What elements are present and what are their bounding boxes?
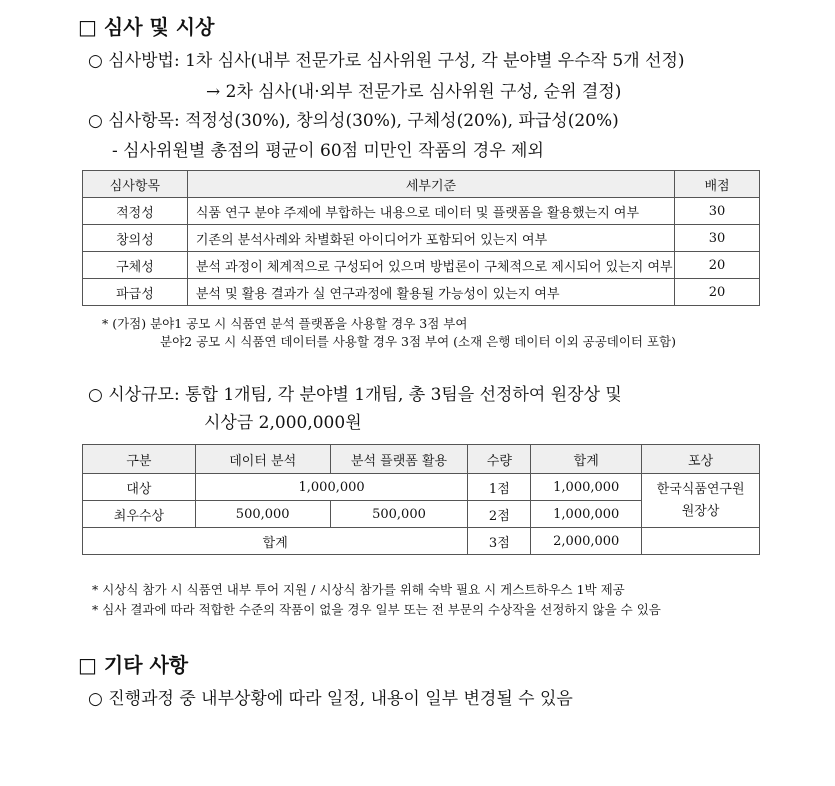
review-criteria-line	[88, 106, 619, 131]
circle-bullet-icon: ○	[88, 111, 103, 131]
header-details: 세부기준	[187, 171, 674, 198]
award-scale-text: 시상규모: 통합 1개팀, 각 분야별 1개팀, 총 3팀을 선정하여 원장상 및	[108, 385, 622, 405]
table-row	[83, 252, 760, 279]
award-total: 1,000,000	[531, 501, 642, 528]
criteria-table	[82, 170, 760, 306]
header-score: 배점	[675, 171, 760, 198]
exclusion-rule: - 심사위원별 총점의 평균이 60점 미만인 작품의 경우 제외	[112, 141, 544, 161]
circle-bullet-icon: ○	[88, 51, 103, 71]
no-winner-note: * 심사 결과에 따라 적합한 수준의 작품이 없을 경우 일부 또는 전 부문의 수상작을 선정하지 않을 수 있음	[92, 602, 661, 617]
section-title: 기타 사항	[103, 653, 189, 677]
award-platform-amount: 500,000	[330, 501, 468, 528]
criteria-score: 20	[675, 279, 760, 306]
header-category: 구분	[83, 445, 196, 474]
criteria-name: 구체성	[83, 252, 188, 279]
sum-label: 합계	[83, 528, 468, 555]
table-row	[83, 528, 760, 555]
criteria-score: 30	[675, 225, 760, 252]
section-heading-misc	[78, 649, 188, 678]
circle-bullet-icon: ○	[88, 385, 103, 405]
review-method-second-stage: → 2차 심사(내·외부 전문가로 심사위원 구성, 순위 결정)	[206, 82, 622, 102]
award-category: 대상	[83, 474, 196, 501]
header-platform-use: 분석 플랫폼 활용	[330, 445, 468, 474]
sum-total: 2,000,000	[531, 528, 642, 555]
award-prize-cell	[642, 474, 760, 528]
table-row	[83, 198, 760, 225]
award-total: 1,000,000	[531, 474, 642, 501]
award-prize-money: 시상금 2,000,000원	[204, 413, 362, 433]
ceremony-note: * 시상식 참가 시 식품연 내부 투어 지원 / 시상식 참가를 위해 숙박 필요 시 게스트하우스 1박 제공	[92, 582, 625, 597]
table-row	[83, 279, 760, 306]
header-quantity: 수량	[468, 445, 531, 474]
criteria-detail: 기존의 분석사례와 차별화된 아이디어가 포함되어 있는지 여부	[187, 225, 674, 252]
criteria-score: 30	[675, 198, 760, 225]
review-criteria-text: 심사항목: 적정성(30%), 창의성(30%), 구체성(20%), 파급성(20%)	[108, 111, 619, 131]
bonus-note-1: * (가점) 분야1 공모 시 식품연 분석 플랫폼을 사용할 경우 3점 부여	[102, 316, 468, 331]
prize-line-1: 한국식품연구원	[656, 481, 745, 497]
review-method-text: 심사방법: 1차 심사(내부 전문가로 심사위원 구성, 각 분야별 우수작 5개 선정)	[108, 51, 685, 71]
sum-prize-empty	[642, 528, 760, 555]
checkbox-square-icon: □	[78, 15, 97, 39]
table-header-row	[83, 171, 760, 198]
misc-text: 진행과정 중 내부상황에 따라 일정, 내용이 일부 변경될 수 있음	[108, 689, 573, 709]
checkbox-square-icon: □	[78, 653, 97, 677]
table-row	[83, 474, 760, 501]
award-amount: 1,000,000	[195, 474, 468, 501]
circle-bullet-icon: ○	[88, 689, 103, 709]
criteria-name: 파급성	[83, 279, 188, 306]
award-table	[82, 444, 760, 555]
criteria-detail: 식품 연구 분야 주제에 부합하는 내용으로 데이터 및 플랫폼을 활용했는지 여부	[187, 198, 674, 225]
prize-line-2: 원장상	[681, 503, 720, 519]
table-row	[83, 225, 760, 252]
award-scale-line	[88, 380, 622, 405]
bonus-note-2: 분야2 공모 시 식품연 데이터를 사용할 경우 3점 부여 (소재 은행 데이터 이외 공공데이터 포함)	[160, 334, 676, 349]
table-header-row	[83, 445, 760, 474]
header-total: 합계	[531, 445, 642, 474]
award-data-analysis-amount: 500,000	[195, 501, 330, 528]
criteria-detail: 분석 및 활용 결과가 실 연구과정에 활용될 가능성이 있는지 여부	[187, 279, 674, 306]
award-category: 최우수상	[83, 501, 196, 528]
criteria-score: 20	[675, 252, 760, 279]
section-title: 심사 및 시상	[103, 15, 215, 39]
award-quantity: 1점	[468, 474, 531, 501]
section-heading-review	[78, 11, 214, 40]
misc-line	[88, 684, 573, 709]
review-method-line	[88, 46, 685, 71]
header-data-analysis: 데이터 분석	[195, 445, 330, 474]
award-quantity: 2점	[468, 501, 531, 528]
criteria-detail: 분석 과정이 체계적으로 구성되어 있으며 방법론이 구체적으로 제시되어 있는지 여부	[187, 252, 674, 279]
sum-quantity: 3점	[468, 528, 531, 555]
criteria-name: 창의성	[83, 225, 188, 252]
header-criteria: 심사항목	[83, 171, 188, 198]
header-prize: 포상	[642, 445, 760, 474]
criteria-name: 적정성	[83, 198, 188, 225]
